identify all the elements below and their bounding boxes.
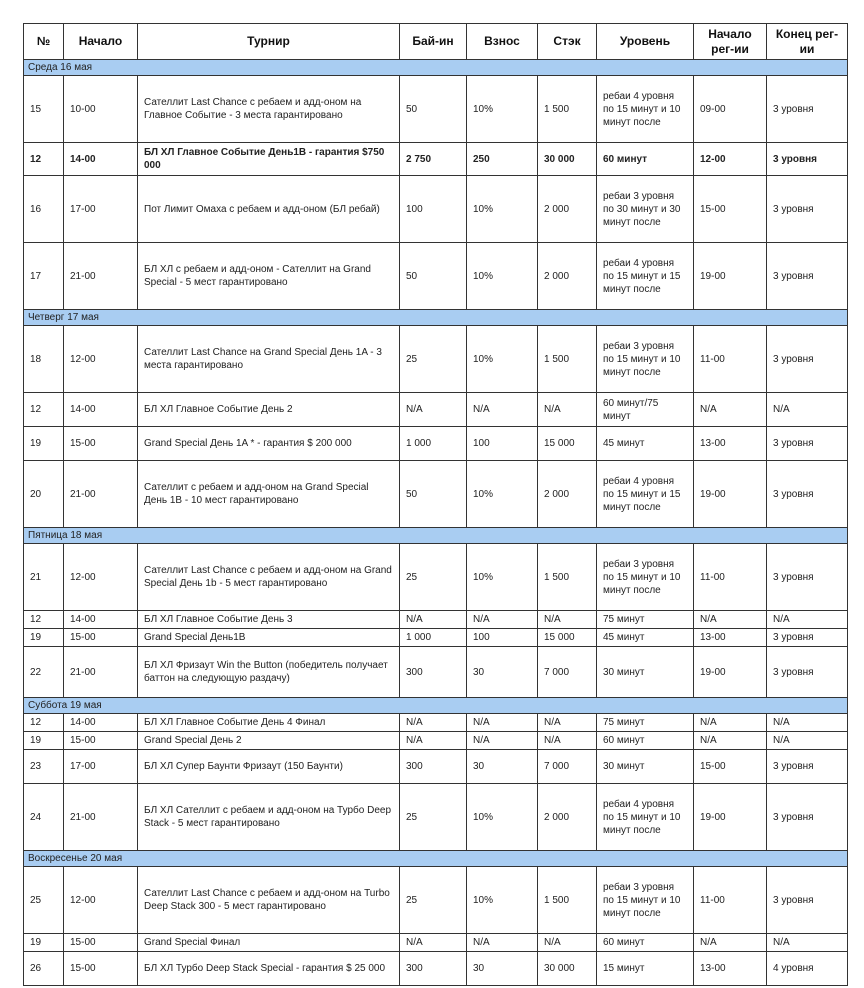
table-row (24, 732, 848, 750)
table-row (24, 326, 848, 393)
cell-stack: 2 000 (538, 784, 597, 851)
cell-level: 60 минут/75 минут (597, 393, 694, 427)
cell-reg-start: 11-00 (694, 867, 767, 934)
cell-reg-start: 09-00 (694, 76, 767, 143)
tournament-schedule-table (23, 23, 848, 986)
cell-reg-end: N/A (767, 393, 848, 427)
cell-start-time: 21-00 (64, 647, 138, 698)
cell-start-time: 14-00 (64, 143, 138, 176)
cell-tournament-name: Grand Special Финал (138, 934, 400, 952)
cell-level: ребаи 3 уровня по 30 минут и 30 минут после (597, 176, 694, 243)
day-header-row (24, 851, 848, 867)
cell-reg-end: 4 уровня (767, 952, 848, 986)
header-buyin: Бай-ин (400, 24, 467, 60)
cell-start-time: 10-00 (64, 76, 138, 143)
cell-fee: 10% (467, 243, 538, 310)
cell-start-time: 15-00 (64, 952, 138, 986)
cell-reg-end: 3 уровня (767, 750, 848, 784)
cell-reg-start: 19-00 (694, 461, 767, 528)
cell-stack: 2 000 (538, 176, 597, 243)
table-row (24, 461, 848, 528)
cell-buyin: 300 (400, 750, 467, 784)
cell-fee: 30 (467, 952, 538, 986)
cell-level: 60 минут (597, 732, 694, 750)
cell-buyin: 300 (400, 647, 467, 698)
cell-number: 12 (24, 393, 64, 427)
cell-start-time: 12-00 (64, 867, 138, 934)
cell-fee: 10% (467, 867, 538, 934)
day-header-row (24, 528, 848, 544)
cell-start-time: 21-00 (64, 243, 138, 310)
cell-buyin: 100 (400, 176, 467, 243)
cell-level: ребаи 3 уровня по 15 минут и 10 минут после (597, 867, 694, 934)
cell-start-time: 21-00 (64, 461, 138, 528)
cell-reg-start: 13-00 (694, 952, 767, 986)
cell-level: ребаи 4 уровня по 15 минут и 15 минут после (597, 461, 694, 528)
cell-number: 20 (24, 461, 64, 528)
table-row (24, 867, 848, 934)
table-row (24, 76, 848, 143)
cell-reg-end: 3 уровня (767, 647, 848, 698)
cell-fee: 10% (467, 176, 538, 243)
table-row (24, 647, 848, 698)
cell-tournament-name: Пот Лимит Омаха с ребаем и адд-оном (БЛ ребай) (138, 176, 400, 243)
cell-buyin: N/A (400, 611, 467, 629)
day-label: Пятница 18 мая (24, 528, 848, 544)
cell-start-time: 14-00 (64, 611, 138, 629)
cell-level: 30 минут (597, 750, 694, 784)
cell-tournament-name: Сателлит Last Chance с ребаем и адд-оном на Главное Событие - 3 места гарантировано (138, 76, 400, 143)
day-label: Среда 16 мая (24, 60, 848, 76)
cell-buyin: 50 (400, 243, 467, 310)
cell-reg-start: 11-00 (694, 326, 767, 393)
cell-stack: 1 500 (538, 867, 597, 934)
cell-number: 12 (24, 143, 64, 176)
cell-number: 19 (24, 732, 64, 750)
cell-reg-start: N/A (694, 732, 767, 750)
cell-number: 24 (24, 784, 64, 851)
cell-level: 15 минут (597, 952, 694, 986)
table-row (24, 611, 848, 629)
cell-reg-end: 3 уровня (767, 867, 848, 934)
cell-buyin: 1 000 (400, 427, 467, 461)
cell-buyin: 25 (400, 784, 467, 851)
day-header-row (24, 310, 848, 326)
header-reg-start: Начало рег-ии (694, 24, 767, 60)
cell-fee: N/A (467, 611, 538, 629)
cell-tournament-name: Grand Special День 2 (138, 732, 400, 750)
cell-number: 19 (24, 934, 64, 952)
cell-reg-start: 19-00 (694, 647, 767, 698)
schedule-body (24, 60, 848, 986)
header-start: Начало (64, 24, 138, 60)
table-row (24, 934, 848, 952)
cell-number: 26 (24, 952, 64, 986)
cell-reg-start: 11-00 (694, 544, 767, 611)
header-level: Уровень (597, 24, 694, 60)
cell-start-time: 17-00 (64, 750, 138, 784)
cell-level: 60 минут (597, 143, 694, 176)
table-row (24, 393, 848, 427)
cell-number: 12 (24, 714, 64, 732)
cell-fee: 10% (467, 544, 538, 611)
cell-tournament-name: БЛ ХЛ Супер Баунти Фризаут (150 Баунти) (138, 750, 400, 784)
cell-number: 19 (24, 629, 64, 647)
cell-reg-end: 3 уровня (767, 76, 848, 143)
cell-fee: N/A (467, 934, 538, 952)
cell-tournament-name: Сателлит с ребаем и адд-оном на Grand Special День 1В - 10 мест гарантировано (138, 461, 400, 528)
cell-reg-end: N/A (767, 714, 848, 732)
cell-reg-end: 3 уровня (767, 326, 848, 393)
cell-fee: 10% (467, 461, 538, 528)
cell-reg-start: N/A (694, 714, 767, 732)
cell-start-time: 15-00 (64, 427, 138, 461)
cell-buyin: 2 750 (400, 143, 467, 176)
cell-start-time: 17-00 (64, 176, 138, 243)
cell-buyin: N/A (400, 393, 467, 427)
cell-number: 17 (24, 243, 64, 310)
table-row (24, 143, 848, 176)
cell-stack: 30 000 (538, 143, 597, 176)
cell-level: ребаи 3 уровня по 15 минут и 10 минут после (597, 544, 694, 611)
table-row (24, 176, 848, 243)
cell-tournament-name: БЛ ХЛ Главное Событие День1В - гарантия $750 000 (138, 143, 400, 176)
cell-stack: 2 000 (538, 243, 597, 310)
cell-stack: 15 000 (538, 427, 597, 461)
cell-start-time: 12-00 (64, 544, 138, 611)
day-label: Четверг 17 мая (24, 310, 848, 326)
cell-stack: 15 000 (538, 629, 597, 647)
day-label: Воскресенье 20 мая (24, 851, 848, 867)
cell-fee: 30 (467, 750, 538, 784)
cell-buyin: N/A (400, 714, 467, 732)
cell-level: ребаи 4 уровня по 15 минут и 15 минут после (597, 243, 694, 310)
cell-reg-end: 3 уровня (767, 544, 848, 611)
cell-reg-start: 19-00 (694, 243, 767, 310)
table-row (24, 952, 848, 986)
cell-reg-end: 3 уровня (767, 461, 848, 528)
cell-reg-start: N/A (694, 611, 767, 629)
cell-stack: N/A (538, 611, 597, 629)
cell-stack: 7 000 (538, 647, 597, 698)
cell-reg-end: 3 уровня (767, 176, 848, 243)
header-reg-end: Конец рег-ии (767, 24, 848, 60)
cell-start-time: 15-00 (64, 629, 138, 647)
table-row (24, 714, 848, 732)
cell-tournament-name: Grand Special День 1A * - гарантия $ 200 000 (138, 427, 400, 461)
cell-stack: 30 000 (538, 952, 597, 986)
cell-level: 75 минут (597, 611, 694, 629)
cell-stack: 1 500 (538, 544, 597, 611)
cell-reg-start: N/A (694, 934, 767, 952)
cell-reg-start: 12-00 (694, 143, 767, 176)
cell-buyin: 50 (400, 76, 467, 143)
cell-number: 18 (24, 326, 64, 393)
cell-reg-start: 15-00 (694, 750, 767, 784)
cell-fee: N/A (467, 393, 538, 427)
cell-stack: N/A (538, 934, 597, 952)
cell-tournament-name: Grand Special День1В (138, 629, 400, 647)
cell-level: ребаи 4 уровня по 15 минут и 10 минут после (597, 76, 694, 143)
table-row (24, 427, 848, 461)
cell-stack: N/A (538, 714, 597, 732)
cell-start-time: 15-00 (64, 732, 138, 750)
cell-start-time: 12-00 (64, 326, 138, 393)
cell-start-time: 21-00 (64, 784, 138, 851)
cell-tournament-name: БЛ ХЛ Главное Событие День 2 (138, 393, 400, 427)
table-row (24, 629, 848, 647)
cell-level: 75 минут (597, 714, 694, 732)
cell-tournament-name: Сателлит Last Chance с ребаем и адд-оном на Grand Special День 1b - 5 мест гарантировано (138, 544, 400, 611)
cell-reg-start: 19-00 (694, 784, 767, 851)
header-tournament: Турнир (138, 24, 400, 60)
cell-number: 21 (24, 544, 64, 611)
cell-buyin: 25 (400, 326, 467, 393)
cell-start-time: 14-00 (64, 714, 138, 732)
cell-stack: N/A (538, 393, 597, 427)
cell-fee: N/A (467, 714, 538, 732)
cell-tournament-name: БЛ ХЛ Главное Событие День 4 Финал (138, 714, 400, 732)
cell-number: 25 (24, 867, 64, 934)
cell-fee: 250 (467, 143, 538, 176)
cell-reg-start: N/A (694, 393, 767, 427)
cell-tournament-name: БЛ ХЛ с ребаем и адд-оном - Сателлит на Grand Special - 5 мест гарантировано (138, 243, 400, 310)
day-header-row (24, 60, 848, 76)
cell-fee: N/A (467, 732, 538, 750)
cell-reg-end: 3 уровня (767, 143, 848, 176)
cell-buyin: 25 (400, 867, 467, 934)
cell-reg-end: N/A (767, 611, 848, 629)
cell-level: ребаи 3 уровня по 15 минут и 10 минут после (597, 326, 694, 393)
cell-stack: 1 500 (538, 326, 597, 393)
cell-number: 12 (24, 611, 64, 629)
cell-level: ребаи 4 уровня по 15 минут и 10 минут после (597, 784, 694, 851)
table-row (24, 784, 848, 851)
cell-fee: 10% (467, 784, 538, 851)
day-header-row (24, 698, 848, 714)
cell-buyin: N/A (400, 934, 467, 952)
header-stack: Стэк (538, 24, 597, 60)
cell-tournament-name: БЛ ХЛ Сателлит с ребаем и адд-оном на Турбо Deep Stack - 5 мест гарантировано (138, 784, 400, 851)
cell-reg-end: 3 уровня (767, 784, 848, 851)
cell-number: 16 (24, 176, 64, 243)
cell-reg-start: 13-00 (694, 427, 767, 461)
cell-buyin: 50 (400, 461, 467, 528)
cell-fee: 10% (467, 326, 538, 393)
cell-number: 23 (24, 750, 64, 784)
cell-fee: 10% (467, 76, 538, 143)
cell-level: 30 минут (597, 647, 694, 698)
cell-level: 60 минут (597, 934, 694, 952)
cell-buyin: 300 (400, 952, 467, 986)
cell-fee: 100 (467, 427, 538, 461)
table-row (24, 243, 848, 310)
cell-reg-end: 3 уровня (767, 629, 848, 647)
cell-buyin: 1 000 (400, 629, 467, 647)
cell-fee: 100 (467, 629, 538, 647)
cell-tournament-name: БЛ ХЛ Турбо Deep Stack Special - гарантия $ 25 000 (138, 952, 400, 986)
cell-level: 45 минут (597, 427, 694, 461)
cell-reg-start: 13-00 (694, 629, 767, 647)
cell-stack: N/A (538, 732, 597, 750)
cell-buyin: 25 (400, 544, 467, 611)
cell-tournament-name: Сателлит Last Chance на Grand Special День 1A - 3 места гарантировано (138, 326, 400, 393)
cell-reg-end: 3 уровня (767, 427, 848, 461)
table-header-row (24, 24, 848, 60)
cell-start-time: 15-00 (64, 934, 138, 952)
cell-stack: 1 500 (538, 76, 597, 143)
cell-start-time: 14-00 (64, 393, 138, 427)
header-fee: Взнос (467, 24, 538, 60)
table-row (24, 544, 848, 611)
cell-number: 19 (24, 427, 64, 461)
table-row (24, 750, 848, 784)
cell-number: 15 (24, 76, 64, 143)
cell-fee: 30 (467, 647, 538, 698)
cell-number: 22 (24, 647, 64, 698)
cell-tournament-name: БЛ ХЛ Главное Событие День 3 (138, 611, 400, 629)
cell-stack: 7 000 (538, 750, 597, 784)
day-label: Суббота 19 мая (24, 698, 848, 714)
cell-reg-start: 15-00 (694, 176, 767, 243)
cell-reg-end: N/A (767, 732, 848, 750)
cell-reg-end: N/A (767, 934, 848, 952)
cell-tournament-name: БЛ ХЛ Фризаут Win the Button (победитель получает баттон на следующую раздачу) (138, 647, 400, 698)
cell-buyin: N/A (400, 732, 467, 750)
header-number: № (24, 24, 64, 60)
cell-level: 45 минут (597, 629, 694, 647)
cell-stack: 2 000 (538, 461, 597, 528)
cell-tournament-name: Сателлит Last Chance с ребаем и адд-оном на Turbo Deep Stack 300 - 5 мест гарантировано (138, 867, 400, 934)
cell-reg-end: 3 уровня (767, 243, 848, 310)
